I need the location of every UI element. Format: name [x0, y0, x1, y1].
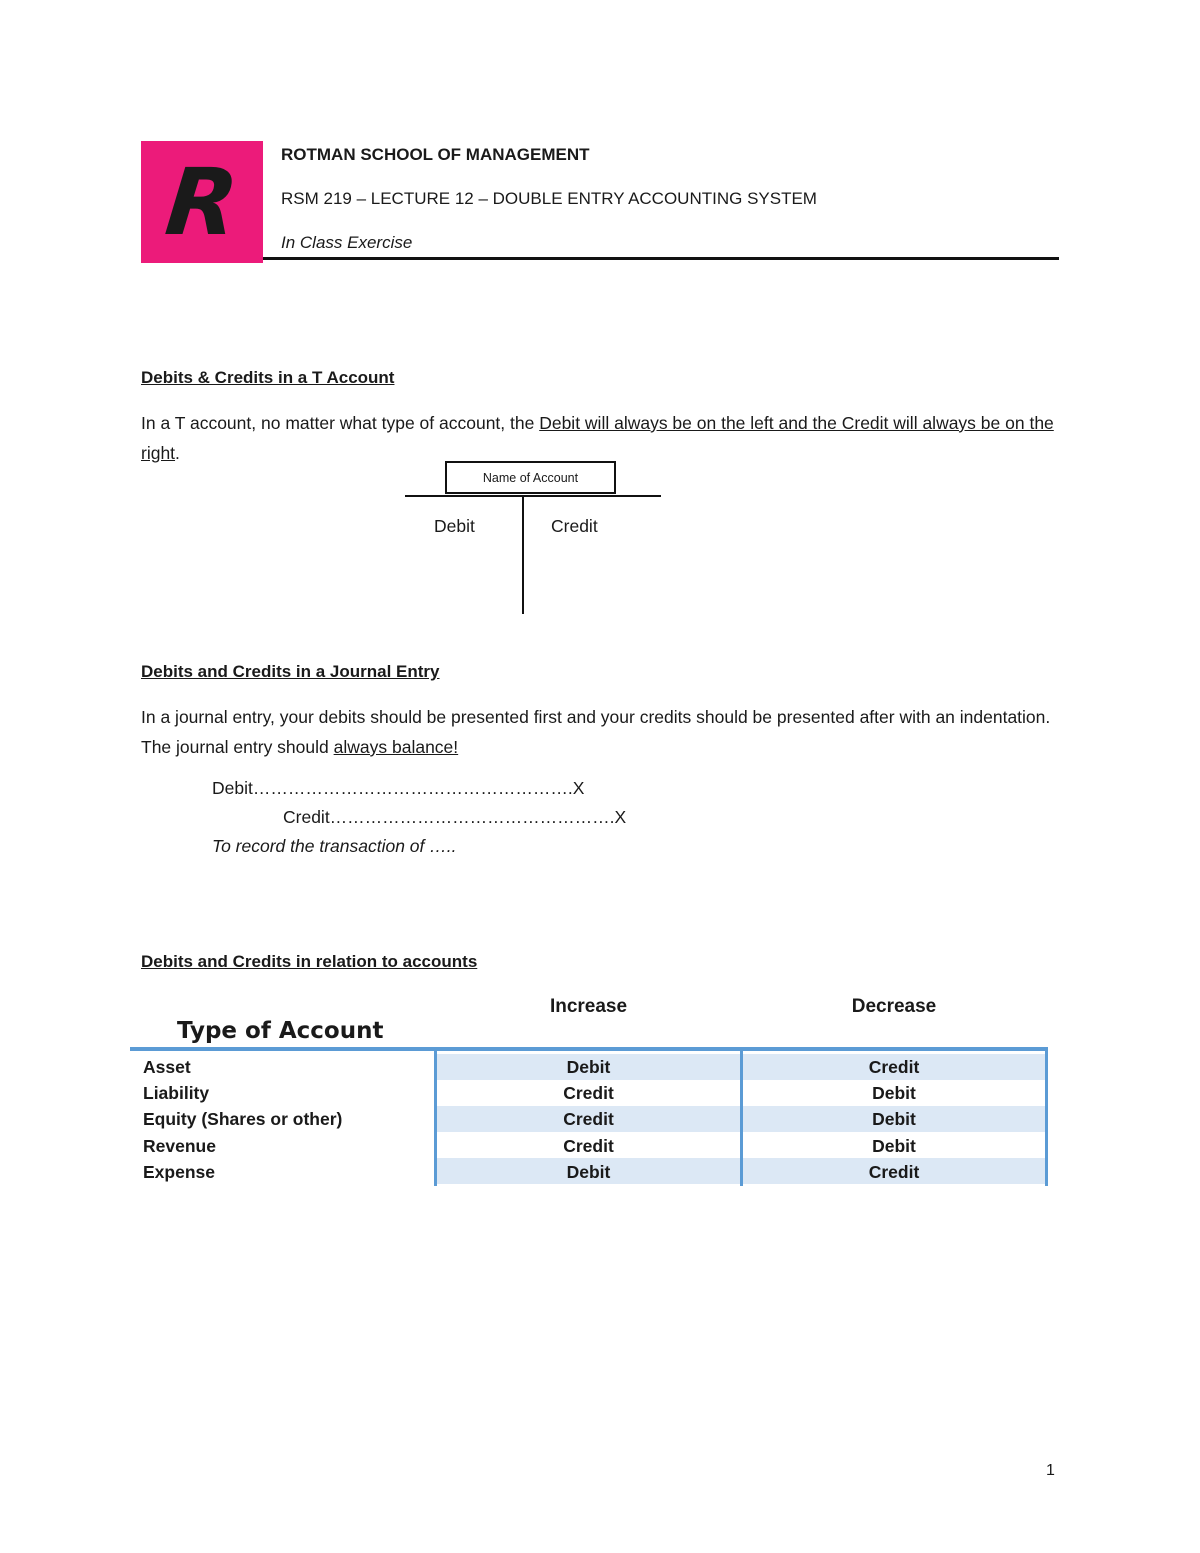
table-top-border [130, 1047, 1048, 1051]
accounts-relation-heading: Debits and Credits in relation to accounts [141, 952, 478, 971]
journal-entry-paragraph [141, 702, 1056, 762]
t-account-paragraph [141, 408, 1061, 468]
school-name: ROTMAN SCHOOL OF MANAGEMENT [281, 145, 590, 164]
table-row-type: Liability [143, 1083, 210, 1103]
journal-memo-line: To record the transaction of ….. [212, 836, 457, 856]
journal-entry-text: In a journal entry, your debits should be presented first and your credits should be presented after with an indentation. The journal entry should [141, 707, 1051, 757]
table-cell-decrease: Debit [872, 1136, 916, 1156]
table-row-type: Asset [143, 1057, 191, 1077]
journal-entry-heading: Debits and Credits in a Journal Entry [141, 662, 440, 681]
table-cell-increase: Debit [566, 1162, 611, 1182]
t-account-credit-label: Credit [551, 516, 598, 536]
table-cell-decrease: Credit [868, 1162, 920, 1182]
t-account-text: In a T account, no matter what type of account, the [141, 413, 540, 433]
table-cell-decrease: Debit [872, 1109, 916, 1129]
table-row-type: Expense [143, 1162, 215, 1182]
always-balance-text: always balance! [333, 737, 459, 757]
table-cell-increase: Credit [563, 1109, 614, 1129]
course-title: RSM 219 – LECTURE 12 – DOUBLE ENTRY ACCOUNTING SYSTEM [281, 189, 817, 208]
t-account-rule-text: Debit will always be on the left and the Credit will always be on the right [141, 413, 1054, 463]
document-subtitle: In Class Exercise [281, 233, 413, 252]
t-account-name-box [445, 461, 616, 494]
table-cell-increase: Credit [563, 1136, 614, 1156]
decrease-column-header: Decrease [851, 996, 937, 1017]
rotman-logo [141, 141, 263, 263]
table-cell-decrease: Credit [868, 1057, 920, 1077]
journal-debit-line: Debit……………………………………………….X [212, 778, 585, 798]
t-account-vertical-line [522, 495, 524, 614]
t-account-period: . [175, 443, 180, 463]
header-rule [263, 257, 1059, 260]
t-account-name: Name of Account [482, 470, 579, 485]
increase-column-header: Increase [549, 996, 628, 1017]
table-cell-increase: Debit [566, 1057, 611, 1077]
t-account-horizontal-line [405, 495, 661, 497]
t-account-debit-label: Debit [434, 516, 475, 536]
table-cell-increase: Credit [563, 1083, 614, 1103]
table-cell-decrease: Debit [872, 1083, 916, 1103]
type-of-account-header: Type of Account [177, 1018, 384, 1044]
journal-credit-line: Credit………………………………………….X [283, 807, 627, 827]
t-account-heading: Debits & Credits in a T Account [141, 368, 395, 387]
logo-letter: R [160, 148, 244, 256]
table-divider-right [1045, 1051, 1048, 1186]
table-row-type: Equity (Shares or other) [143, 1109, 343, 1129]
page-number: 1 [1046, 1462, 1055, 1479]
table-row-type: Revenue [143, 1136, 216, 1156]
